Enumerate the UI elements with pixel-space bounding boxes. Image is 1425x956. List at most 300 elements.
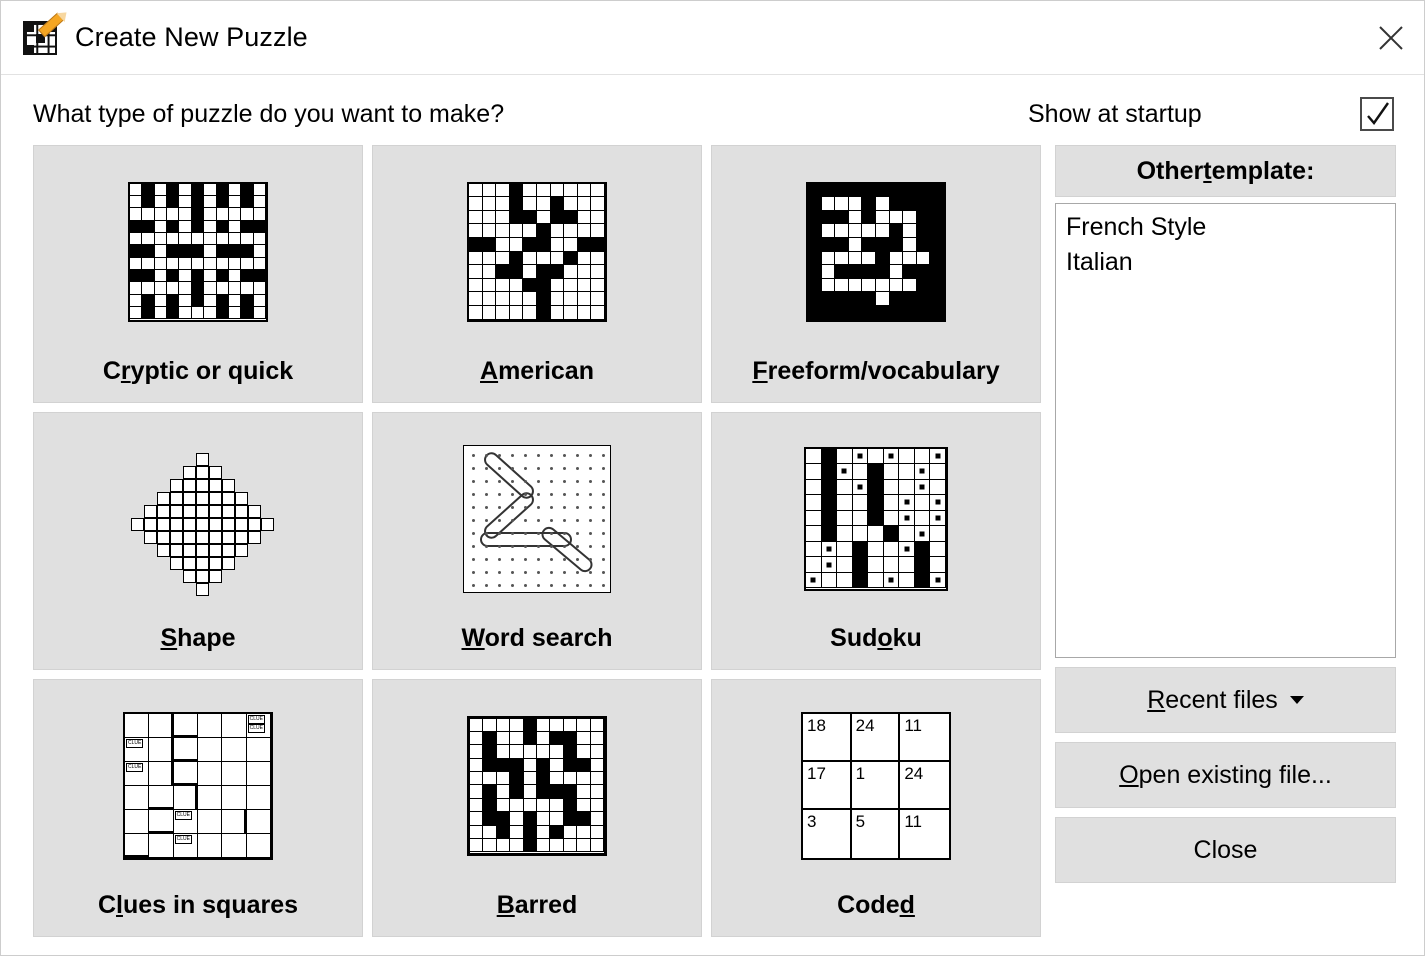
word-search-dot [550,558,553,561]
clue-square [247,834,271,858]
check-icon [1365,101,1391,129]
clue-square [247,738,271,762]
sudoku-cell [853,573,869,589]
sudoku-cell [884,526,900,542]
word-search-dot [511,454,514,457]
word-search-dot [485,506,488,509]
title-bar [1,1,1424,75]
shape-cell [157,531,170,544]
clue-tag: CLUE [176,811,190,818]
word-search-dot [537,584,540,587]
sudoku-cell [915,449,931,465]
puzzle-type-shape[interactable] [33,412,363,670]
coded-cell: 11 [900,714,949,762]
word-search-dot [472,480,475,483]
word-search-dot [511,545,514,548]
shape-cell [183,505,196,518]
tile-label-freeform: Freeform/vocabulary [752,357,1000,385]
shape-cell [170,505,183,518]
sudoku-cell [837,464,853,480]
shape-cell [196,570,209,583]
word-search-dot [563,545,566,548]
shape-cell [235,544,248,557]
word-search-dot [602,532,605,535]
word-search-dot [485,558,488,561]
shape-cell [157,518,170,531]
shape-cell [261,518,274,531]
sudoku-grid-icon [712,413,1040,624]
puzzle-type-word-search[interactable] [372,412,702,670]
coded-cell: 5 [852,810,901,858]
sudoku-cell [884,480,900,496]
word-search-dot [498,519,501,522]
word-search-dot [563,558,566,561]
word-search-dot [472,467,475,470]
word-search-dot [537,532,540,535]
sudoku-cell [868,526,884,542]
sudoku-cell [806,542,822,558]
word-search-dot [485,532,488,535]
tile-label-american: American [480,357,594,385]
word-search-dot [537,480,540,483]
sudoku-cell [899,480,915,496]
coded-cell: 11 [904,811,922,831]
shape-cell [170,531,183,544]
word-search-dot [550,519,553,522]
tile-label-coded: Coded [837,891,915,919]
sudoku-cell [822,449,838,465]
sudoku-cell [868,495,884,511]
word-search-dot [576,467,579,470]
word-search-dot [511,519,514,522]
clue-square [247,762,271,786]
clue-square [125,714,149,738]
word-search-dot [485,545,488,548]
close-window-button[interactable] [1358,2,1424,74]
clue-square [149,834,173,858]
clue-tag: CLUE [128,739,142,746]
word-search-dot [550,480,553,483]
puzzle-type-cryptic-or-quick[interactable] [33,145,363,403]
word-search-dot [576,558,579,561]
word-search-dot [524,545,527,548]
sudoku-cell [868,557,884,573]
word-search-dot [485,493,488,496]
word-search-dot [563,493,566,496]
clue-square [222,834,246,858]
clue-square [174,786,198,810]
word-search-dot [576,545,579,548]
word-search-dot [563,532,566,535]
word-search-dot [576,506,579,509]
clue-square [125,834,149,858]
sudoku-cell [806,511,822,527]
puzzle-type-freeform-vocabulary[interactable] [711,145,1041,403]
sudoku-cell [868,542,884,558]
word-search-dot [602,571,605,574]
shape-cell [157,505,170,518]
clue-square [198,810,222,834]
word-search-dot [524,584,527,587]
tile-label-sudoku: Sudoku [830,624,922,652]
shape-cell [209,544,222,557]
word-search-dot [576,493,579,496]
tile-label-clues-in-squares: Clues in squares [97,891,299,919]
shape-cell [196,466,209,479]
word-search-dot [498,493,501,496]
word-search-dot [472,506,475,509]
shape-cell [222,479,235,492]
sudoku-cell [853,495,869,511]
template-listbox[interactable] [1055,203,1396,658]
clue-square [149,714,173,738]
sudoku-cell [915,464,931,480]
sudoku-cell [868,480,884,496]
sudoku-cell [837,511,853,527]
word-search-dot [589,454,592,457]
word-search-dot [485,584,488,587]
clue-square [125,738,149,762]
clue-square [222,714,246,738]
clue-square [149,738,173,762]
sudoku-cell [853,480,869,496]
sudoku-cell [915,480,931,496]
sudoku-cell [930,449,946,465]
shape-cell [209,505,222,518]
word-search-dot [537,571,540,574]
puzzle-type-barred[interactable] [372,679,702,937]
shape-cell [183,466,196,479]
shape-cell [170,557,183,570]
sudoku-cell [915,573,931,589]
clue-square [198,738,222,762]
sudoku-cell [837,480,853,496]
sudoku-cell [899,557,915,573]
sudoku-cell [899,542,915,558]
word-search-dot [537,454,540,457]
word-search-dot [576,532,579,535]
shape-cell [196,492,209,505]
coded-cell: 18 [803,714,852,762]
coded-cell: 3 [803,810,852,858]
word-search-dot [602,467,605,470]
word-search-dot [550,532,553,535]
shape-cell [170,479,183,492]
coded-cell: 1 [852,762,901,810]
word-search-dot [485,467,488,470]
word-search-dot [576,519,579,522]
clue-tag: CLUE [128,763,142,770]
sudoku-cell [822,557,838,573]
sudoku-cell [899,573,915,589]
clue-square [149,762,173,786]
word-search-dot [498,506,501,509]
sudoku-cell [868,464,884,480]
sudoku-cell [806,526,822,542]
word-search-dot [563,467,566,470]
word-search-dot [589,467,592,470]
shape-cell [222,544,235,557]
sudoku-cell [822,464,838,480]
shape-cell [196,453,209,466]
word-search-dot [550,493,553,496]
word-search-dot [563,571,566,574]
word-search-dot [602,506,605,509]
sudoku-cell [853,511,869,527]
shape-cell [248,518,261,531]
clue-square [222,810,246,834]
shape-cell [196,531,209,544]
clue-square [174,834,198,858]
word-search-dot [563,506,566,509]
shape-cell [183,479,196,492]
sudoku-cell [930,526,946,542]
clue-tag: CLUE [176,835,190,842]
word-search-dot [511,493,514,496]
main-area [33,145,1396,937]
word-search-dot [576,571,579,574]
word-search-dot [537,506,540,509]
clue-square [125,810,149,834]
crossword-pencil-icon [23,19,61,57]
shape-cell [209,557,222,570]
shape-cell [157,492,170,505]
sudoku-cell [899,464,915,480]
word-search-dot [472,558,475,561]
word-search-dot [498,467,501,470]
word-search-dot [524,506,527,509]
show-at-startup-row [1028,97,1396,131]
puzzle-type-clues-in-squares[interactable] [33,679,363,937]
shape-cell [144,518,157,531]
other-template-header: Other t emplate: [1055,145,1396,197]
clue-square [247,714,271,738]
shape-cell [183,518,196,531]
sudoku-cell [822,511,838,527]
shape-cell [144,505,157,518]
word-search-dot [472,454,475,457]
list-item[interactable]: Italian [1066,248,1133,276]
coded-cell: 24 [900,762,949,810]
word-search-dot [511,571,514,574]
sudoku-cell [868,511,884,527]
word-search-dot [537,558,540,561]
shape-cell [235,531,248,544]
word-search-dot [498,545,501,548]
tile-label-shape: Shape [160,624,236,652]
word-search-dot [472,571,475,574]
shape-cell [183,570,196,583]
sudoku-cell [837,557,853,573]
shape-cell [196,505,209,518]
sudoku-cell [853,542,869,558]
clues-in-squares-icon [34,680,362,891]
tile-label-word-search: Word search [461,624,613,652]
word-search-dot [472,519,475,522]
sudoku-cell [930,542,946,558]
shape-cell [144,531,157,544]
word-search-dot [537,467,540,470]
word-search-dot [524,493,527,496]
close-button[interactable]: Close [1055,817,1396,883]
sudoku-cell [884,542,900,558]
clue-square [174,810,198,834]
word-search-dot [602,493,605,496]
sudoku-cell [837,542,853,558]
open-existing-file-button[interactable]: Open existing file... [1055,742,1396,808]
word-search-dot [550,454,553,457]
clue-square [198,714,222,738]
word-search-dot [485,571,488,574]
word-search-dot [537,493,540,496]
sudoku-cell [930,464,946,480]
shape-cell [209,479,222,492]
show-at-startup-checkbox[interactable] [1360,97,1394,131]
shape-cell [183,531,196,544]
shape-cell [222,505,235,518]
sudoku-cell [806,557,822,573]
word-search-dot [563,519,566,522]
shape-cell [209,531,222,544]
word-search-dot [498,532,501,535]
sudoku-cell [822,573,838,589]
shape-cell [131,518,144,531]
chevron-down-icon [1290,696,1304,704]
word-search-dot [498,571,501,574]
shape-cell [209,518,222,531]
sudoku-cell [930,573,946,589]
recent-files-button[interactable]: Recent files [1055,667,1396,733]
word-search-dot [576,480,579,483]
sudoku-cell [853,449,869,465]
clue-square [174,714,198,738]
word-search-dot [485,480,488,483]
page-title: Create New Puzzle [75,22,308,52]
clue-tag: CLUE [249,724,263,731]
shape-diamond-icon [34,413,362,624]
word-search-dot [589,558,592,561]
sudoku-cell [822,542,838,558]
sudoku-cell [915,511,931,527]
clue-square [149,810,173,834]
sudoku-cell [853,526,869,542]
word-search-dot [472,532,475,535]
word-search-dot [498,480,501,483]
word-search-dot [550,584,553,587]
word-search-dot [511,532,514,535]
sudoku-cell [884,573,900,589]
tile-label-cryptic: Cryptic or quick [102,357,294,385]
shape-cell [248,531,261,544]
puzzle-type-grid [33,145,1041,937]
cryptic-grid-icon [34,146,362,357]
word-search-dot [472,493,475,496]
sudoku-cell [884,511,900,527]
word-search-dot [589,480,592,483]
dialog-body [1,75,1424,955]
tile-label-barred: Barred [496,891,578,919]
sudoku-cell [899,511,915,527]
word-search-dot [511,467,514,470]
sudoku-cell [899,495,915,511]
puzzle-type-american[interactable] [372,145,702,403]
sudoku-cell [915,542,931,558]
word-search-dot [472,584,475,587]
coded-cell: 24 [852,714,901,762]
sudoku-cell [822,526,838,542]
shape-cell [248,505,261,518]
word-search-dot [524,480,527,483]
side-panel [1055,145,1396,937]
clue-square [247,810,271,834]
shape-cell [222,518,235,531]
word-search-dot [602,519,605,522]
shape-cell [170,544,183,557]
word-search-dot [589,532,592,535]
sudoku-cell [899,526,915,542]
shape-cell [170,492,183,505]
puzzle-type-coded[interactable] [711,679,1041,937]
sudoku-cell [930,495,946,511]
shape-cell [196,518,209,531]
sudoku-cell [822,480,838,496]
shape-cell [209,570,222,583]
word-search-dot [589,584,592,587]
word-search-dot [576,584,579,587]
clue-square [247,786,271,810]
puzzle-type-sudoku[interactable] [711,412,1041,670]
shape-cell [183,544,196,557]
clue-square [198,834,222,858]
word-search-dot [550,506,553,509]
shape-cell [235,518,248,531]
prompt-text: What type of puzzle do you want to make? [33,99,505,128]
word-search-dot [550,545,553,548]
word-search-dot [550,571,553,574]
sudoku-cell [915,557,931,573]
shape-cell [209,492,222,505]
clue-square [149,786,173,810]
shape-cell [222,531,235,544]
sudoku-cell [915,526,931,542]
shape-cell [183,492,196,505]
word-search-dot [589,493,592,496]
word-search-dot [472,545,475,548]
sudoku-cell [837,495,853,511]
shape-cell [196,557,209,570]
sudoku-cell [837,573,853,589]
word-search-dot [550,467,553,470]
word-search-dot [589,571,592,574]
word-search-dot [563,480,566,483]
sudoku-cell [806,464,822,480]
barred-grid-icon [373,680,701,891]
word-search-dot [563,454,566,457]
word-search-dot [602,454,605,457]
word-search-dot [602,480,605,483]
word-search-dot [498,454,501,457]
list-item[interactable]: French Style [1066,213,1207,241]
freeform-grid-icon [712,146,1040,357]
word-search-dot [485,519,488,522]
shape-cell [196,479,209,492]
sudoku-cell [868,573,884,589]
word-search-dot [524,571,527,574]
word-search-dot [576,454,579,457]
word-search-dot [602,558,605,561]
sudoku-cell [868,449,884,465]
clue-square [125,762,149,786]
